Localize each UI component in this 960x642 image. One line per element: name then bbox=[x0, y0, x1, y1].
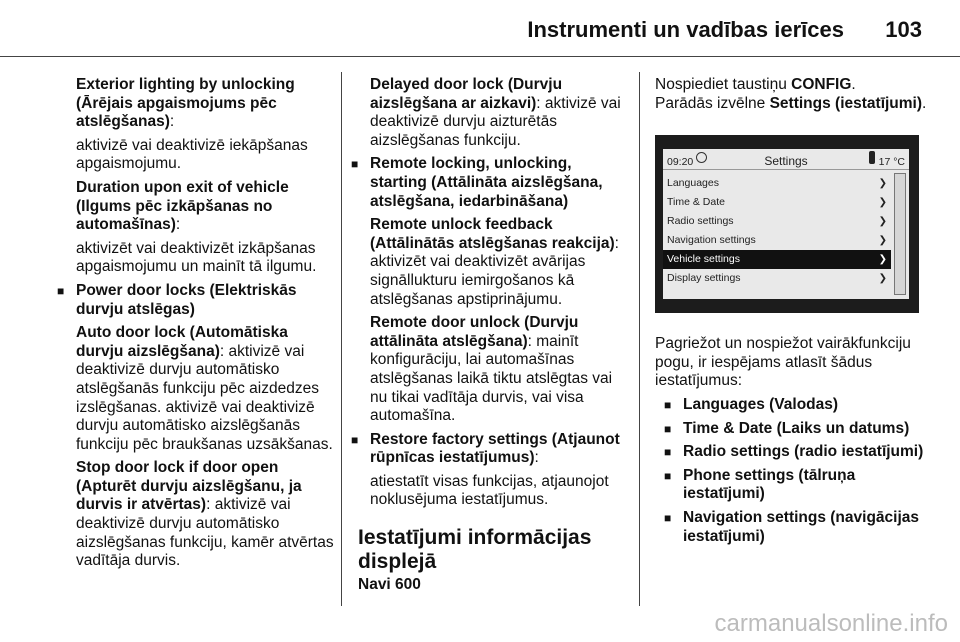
settings-bullet-item: ■ Radio settings (radio iestatījumi) bbox=[671, 443, 930, 462]
section-title: Iestatījumi informācijas displejā bbox=[358, 526, 592, 574]
screen-menu-item-label: Navigation settings bbox=[667, 234, 756, 247]
section-subtitle: Navi 600 bbox=[358, 576, 421, 594]
paragraph-delayed-door-lock: Delayed door lock (Durvju aizslēgšana ar aizkavi): aktivizē vai deaktivizē durvju aizturētās aizslēgšanas funkciju. bbox=[370, 76, 621, 149]
settings-screen-image bbox=[655, 135, 919, 313]
screen-title: Settings bbox=[764, 154, 808, 169]
screen-scroll-thumb bbox=[895, 174, 905, 294]
screen-menu-item-label: Time & Date bbox=[667, 196, 725, 209]
bullet-restore-factory: ■ Restore factory settings (Atjaunot rūpnīcas iestatījumus): bbox=[358, 431, 628, 468]
settings-screen bbox=[663, 149, 909, 299]
paragraph-exit-duration-text: aktivizēt vai deaktivizēt izkāpšanas apgaismojumu un mainīt tā ilgumu. bbox=[76, 239, 317, 276]
column-divider-1 bbox=[341, 72, 342, 606]
settings-bullet-item: ■ Navigation settings (navigācijas iestatījumi) bbox=[671, 509, 930, 546]
settings-bullet-list bbox=[655, 396, 930, 546]
paragraph-remote-unlock-feedback: Remote unlock feedback (Attālinātās atslēgšanas reakcija): aktivizēt vai deaktivizēt avārijas signāllukturu iemirgošanos kā atslēgšanas apstiprinājumu. bbox=[370, 216, 619, 308]
paragraph-multifunction: Pagriežot un nospiežot vairākfunkciju pogu, ir iespējams atlasīt šādus iestatījumus: bbox=[655, 335, 911, 390]
screen-menu-item-label: Languages bbox=[667, 177, 719, 190]
column-2 bbox=[358, 76, 628, 595]
screen-menu-item[interactable] bbox=[663, 231, 891, 250]
screen-menu-item[interactable] bbox=[663, 174, 891, 193]
paragraph-settings-menu: Parādās izvēlne Settings (iestatījumi). bbox=[655, 94, 927, 112]
screen-scrollbar bbox=[894, 173, 906, 295]
chevron-right-icon: ❯ bbox=[878, 235, 887, 247]
screen-menu-item[interactable] bbox=[663, 193, 891, 212]
screen-menu-item-label: Display settings bbox=[667, 272, 741, 285]
chevron-right-icon: ❯ bbox=[878, 216, 887, 228]
bullet-remote-locking: ■ Remote locking, unlocking, starting (Attālināta aizslēgšana, atslēgšana, iedarbināšana) bbox=[358, 155, 628, 211]
paragraph-exterior-lighting-text: aktivizē vai deaktivizē iekāpšanas apgaismojumu. bbox=[76, 136, 308, 173]
chevron-right-icon: ❯ bbox=[878, 254, 887, 266]
paragraph-config-intro: Nospiediet taustiņu CONFIG. bbox=[655, 76, 856, 93]
chevron-right-icon: ❯ bbox=[878, 197, 887, 209]
header-divider bbox=[0, 56, 960, 57]
thermometer-icon bbox=[869, 151, 875, 164]
paragraph-restore-factory-text: atiestatīt visas funkcijas, atjaunojot noklusējuma iestatījumus. bbox=[370, 472, 609, 509]
column-1 bbox=[64, 76, 334, 576]
screen-menu-item-label: Vehicle settings bbox=[667, 253, 740, 266]
page-title: Instrumenti un vadības ierīces bbox=[527, 17, 844, 42]
page-header bbox=[0, 0, 960, 56]
screen-time: 09:20 bbox=[667, 156, 694, 169]
screen-menu-item[interactable] bbox=[663, 212, 891, 231]
screen-menu-item-label: Radio settings bbox=[667, 215, 734, 228]
settings-bullet-item: ■ Time & Date (Laiks un datums) bbox=[671, 420, 930, 439]
paragraph-auto-door-lock: Auto door lock (Automātiska durvju aizslēgšana): aktivizē vai deaktivizē durvju automātisko atslēgšanās funkciju pēc aizdedzes izslēgšanas. aktivizē vai deaktivizē durvju automātisko aizslēgšanās funkciju pēc braukšanas uzsākšanas. bbox=[76, 324, 333, 453]
screen-menu-item[interactable] bbox=[663, 250, 891, 269]
column-divider-2 bbox=[639, 72, 640, 606]
screen-temperature: 17 °C bbox=[878, 156, 905, 169]
chevron-right-icon: ❯ bbox=[878, 178, 887, 190]
chevron-right-icon: ❯ bbox=[878, 273, 887, 285]
screen-status-bar bbox=[663, 149, 909, 170]
screen-menu-list bbox=[663, 170, 909, 288]
page-number: 103 bbox=[885, 17, 922, 42]
paragraph-stop-door-lock: Stop door lock if door open (Apturēt durvju aizslēgšanu, ja durvis ir atvērtas): aktivizē vai deaktivizē durvju automātisko aizslēgšanas funkciju, kamēr atvērtas vadītāja durvis. bbox=[76, 459, 334, 570]
bullet-power-door-locks: ■ Power door locks (Elektriskās durvju atslēgas) bbox=[64, 282, 334, 319]
screen-menu-item[interactable] bbox=[663, 269, 891, 288]
paragraph-exit-duration-title: Duration upon exit of vehicle (Ilgums pēc izkāpšanas no automašīnas): bbox=[76, 178, 289, 234]
watermark: carmanualsonline.info bbox=[714, 610, 948, 637]
column-3 bbox=[655, 76, 930, 551]
paragraph-exterior-lighting-title: Exterior lighting by unlocking (Ārējais apgaismojums pēc atslēgšanas): bbox=[76, 76, 295, 131]
paragraph-remote-door-unlock: Remote door unlock (Durvju attālināta atslēgšana): mainīt konfigurāciju, lai automašīnas atslēgšanas laikā tiktu atslēgtas vai nu tikai vadītāja durvis, vai visa automašīna. bbox=[370, 314, 613, 425]
settings-bullet-item: ■ Phone settings (tālruņa iestatījumi) bbox=[671, 467, 930, 504]
settings-bullet-item: ■ Languages (Valodas) bbox=[671, 396, 930, 415]
